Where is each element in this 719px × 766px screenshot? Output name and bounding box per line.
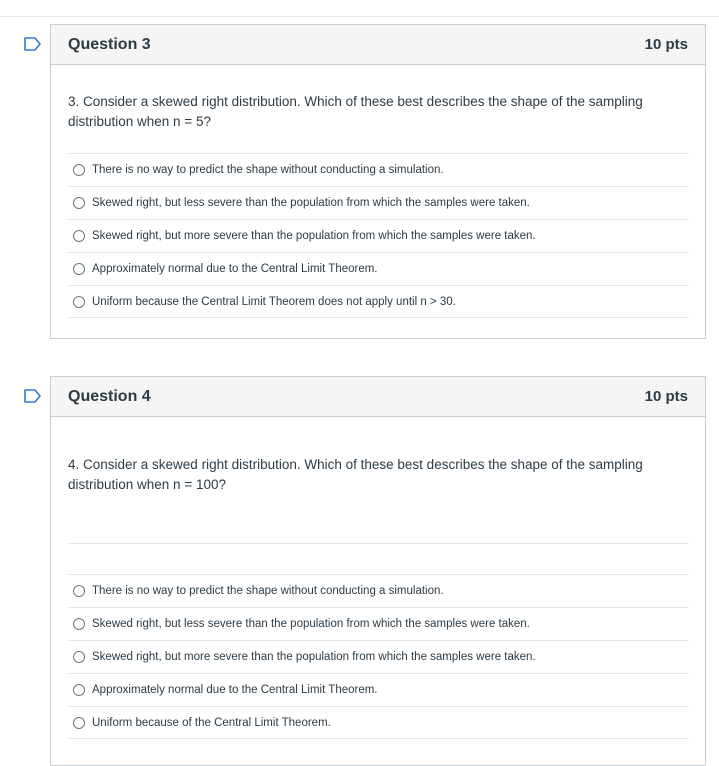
divider — [68, 543, 689, 544]
answer-label[interactable]: Approximately normal due to the Central Limit Theorem. — [92, 263, 378, 275]
answer-label[interactable]: Uniform because of the Central Limit Theorem. — [92, 716, 331, 729]
radio-button-icon[interactable] — [73, 618, 85, 630]
question-points: 10 pts — [644, 36, 688, 53]
answer-list — [68, 574, 689, 739]
answer-list — [68, 153, 689, 318]
radio-button-icon[interactable] — [73, 230, 85, 242]
answer-option[interactable] — [68, 219, 689, 252]
radio-button-icon[interactable] — [73, 585, 85, 597]
answer-option[interactable] — [68, 186, 689, 219]
question-card-3 — [50, 24, 706, 339]
answer-option[interactable] — [68, 607, 689, 640]
question-text: 3. Consider a skewed right distribution. Which of these best describes the shape of the sampling distribution when n = 5? — [68, 94, 643, 129]
question-points: 10 pts — [644, 388, 688, 405]
radio-button-icon[interactable] — [73, 651, 85, 663]
radio-button-icon[interactable] — [73, 197, 85, 209]
question-card-4 — [50, 376, 706, 766]
question-text: 4. Consider a skewed right distribution. Which of these best describes the shape of the sampling distribution when n = 100? — [68, 457, 643, 492]
radio-button-icon[interactable] — [73, 684, 85, 696]
answer-label[interactable]: Skewed right, but more severe than the population from which the samples were taken. — [92, 230, 536, 242]
radio-button-icon[interactable] — [73, 263, 85, 275]
answer-label[interactable]: Uniform because the Central Limit Theorem does not apply until n > 30. — [92, 295, 456, 308]
radio-button-icon[interactable] — [73, 296, 85, 308]
answer-label[interactable]: There is no way to predict the shape without conducting a simulation. — [92, 585, 444, 597]
answer-option[interactable] — [68, 574, 689, 607]
answer-label[interactable]: Approximately normal due to the Central Limit Theorem. — [92, 684, 378, 696]
answer-label[interactable]: Skewed right, but more severe than the population from which the samples were taken. — [92, 651, 536, 663]
answer-label[interactable]: There is no way to predict the shape without conducting a simulation. — [92, 164, 444, 176]
answer-option[interactable] — [68, 706, 689, 739]
answer-option[interactable] — [68, 153, 689, 186]
radio-button-icon[interactable] — [73, 717, 85, 729]
answer-option[interactable] — [68, 640, 689, 673]
flag-question-icon[interactable] — [24, 37, 42, 51]
answer-label[interactable]: Skewed right, but less severe than the population from which the samples were taken. — [92, 197, 530, 209]
question-title: Question 3 — [68, 35, 151, 53]
answer-label[interactable]: Skewed right, but less severe than the population from which the samples were taken. — [92, 618, 530, 630]
answer-option[interactable] — [68, 285, 689, 318]
question-title: Question 4 — [68, 387, 151, 405]
radio-button-icon[interactable] — [73, 164, 85, 176]
question-header — [51, 377, 705, 417]
question-header — [51, 25, 705, 65]
flag-question-icon[interactable] — [24, 389, 42, 403]
top-divider — [0, 16, 719, 17]
answer-option[interactable] — [68, 673, 689, 706]
answer-option[interactable] — [68, 252, 689, 285]
